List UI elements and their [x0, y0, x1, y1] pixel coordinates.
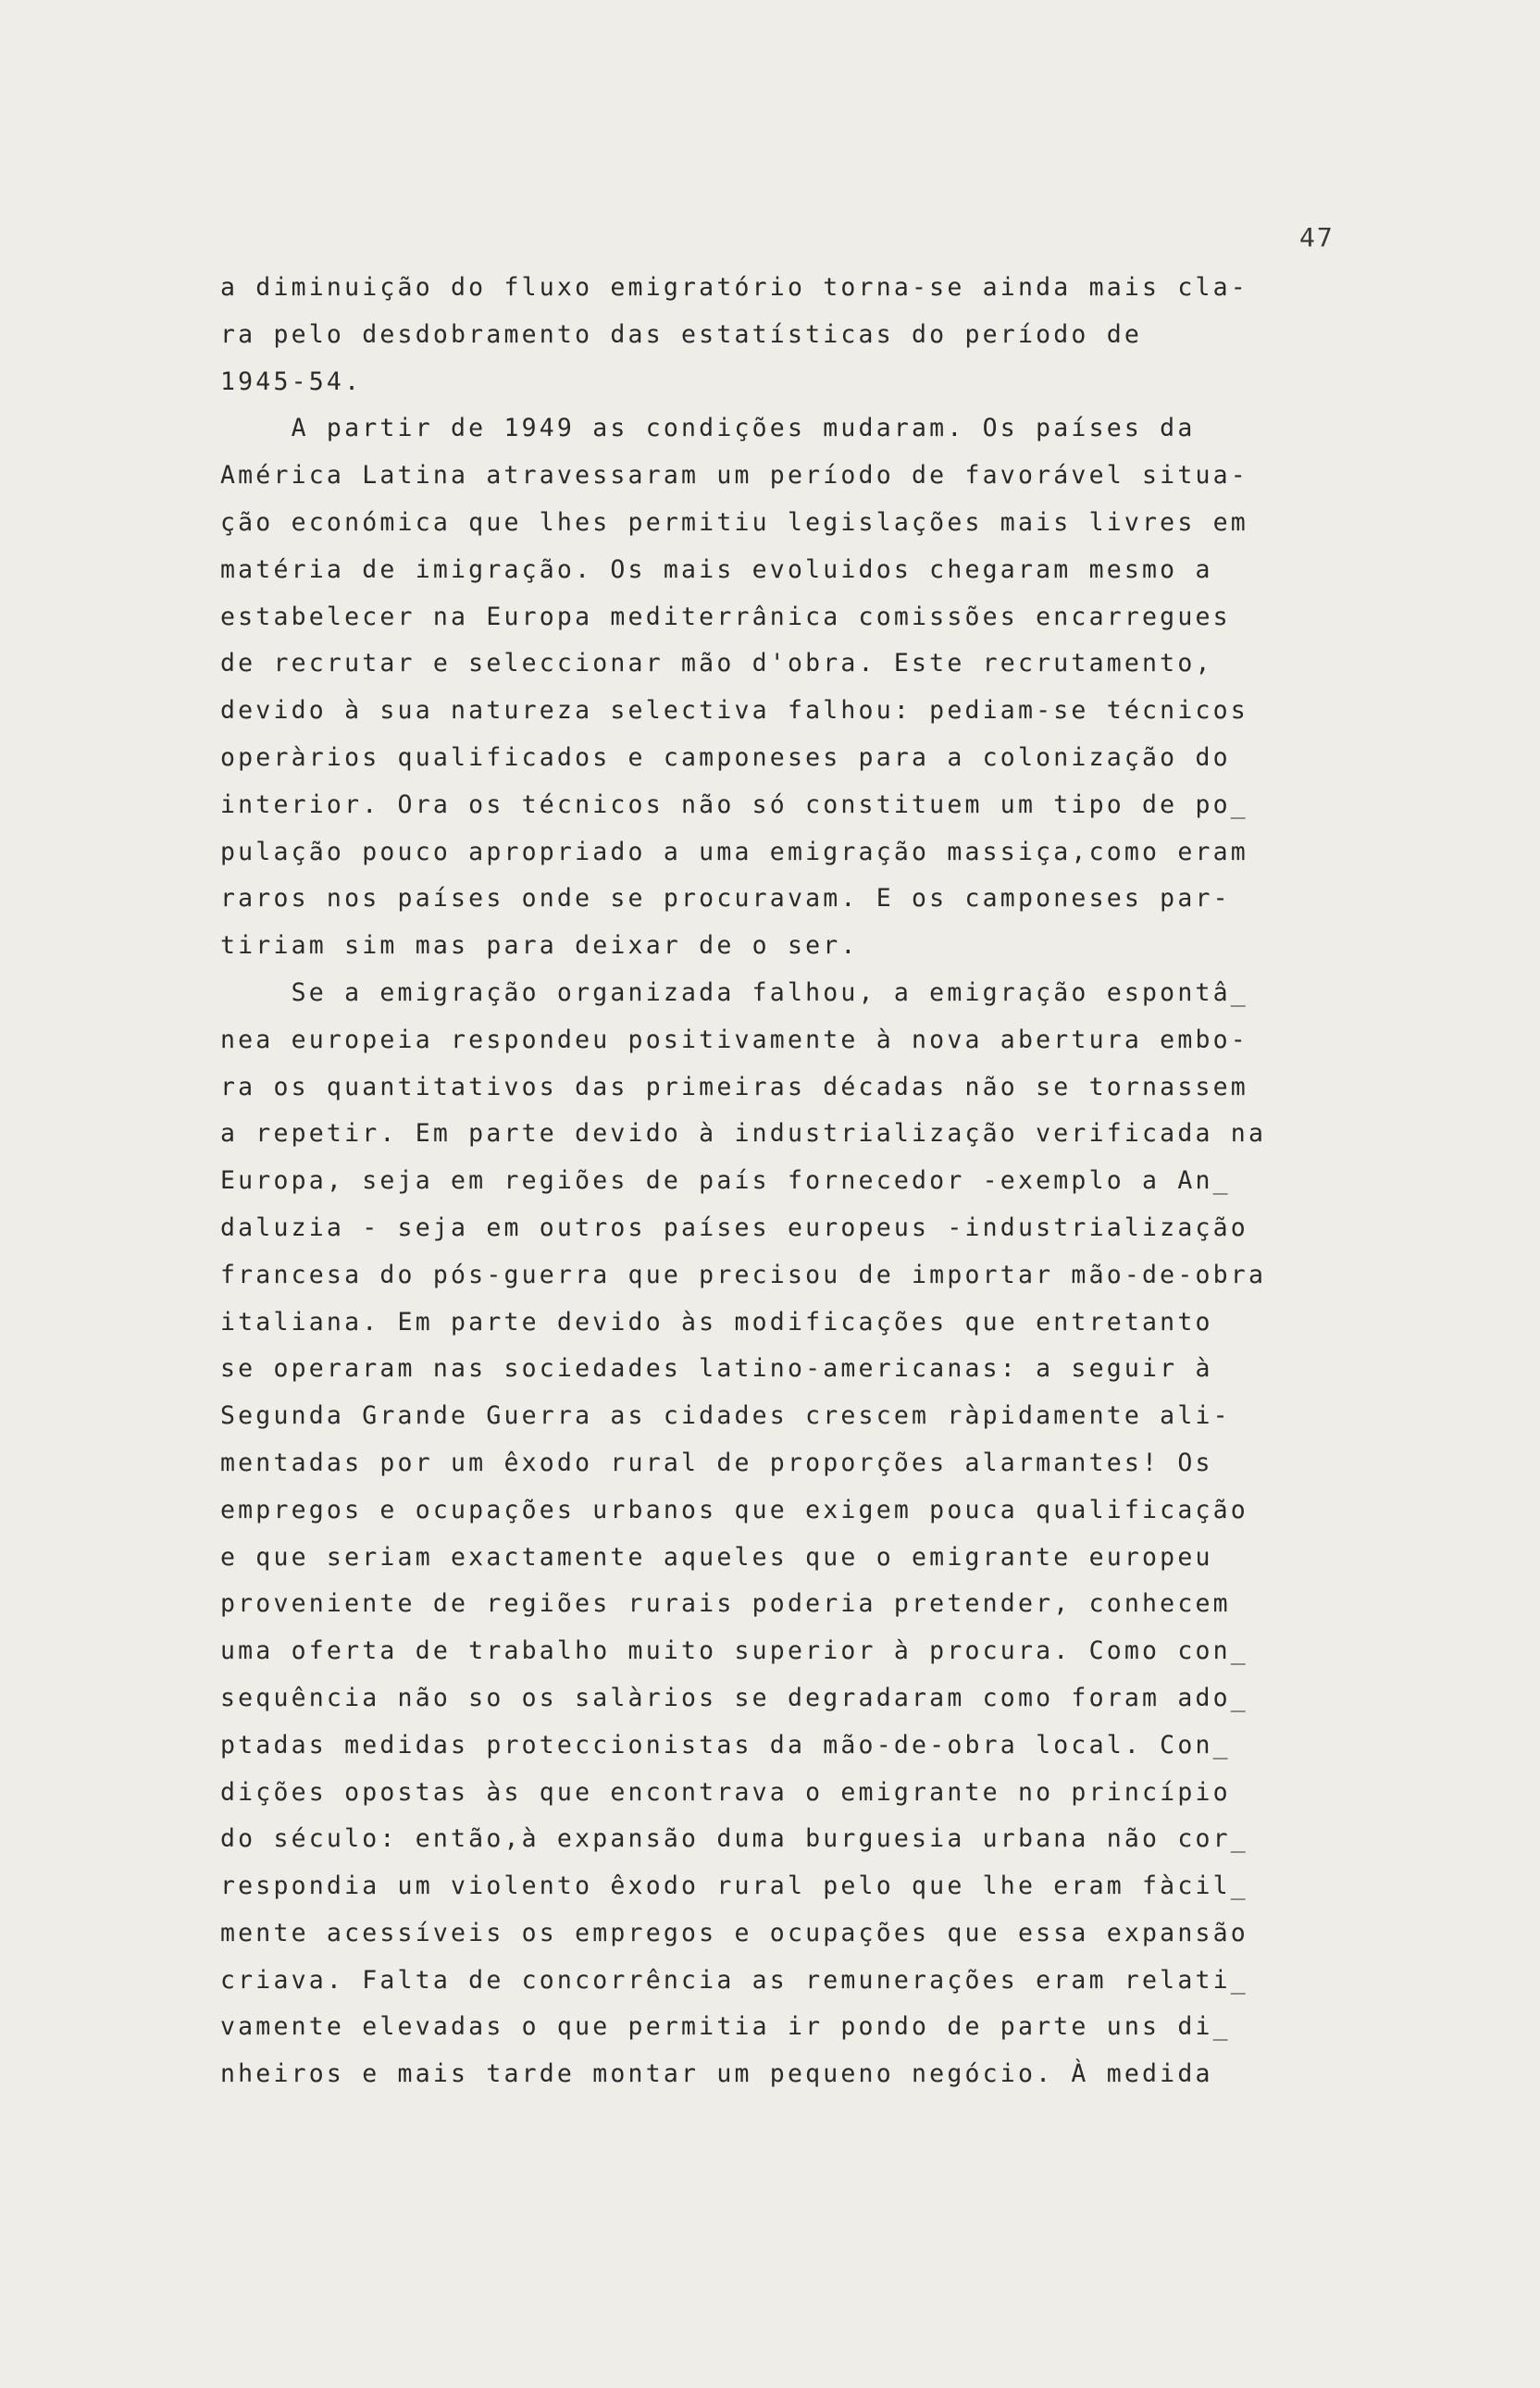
text-line: mentadas por um êxodo rural de proporções alarmantes! Os: [220, 1448, 1213, 1477]
text-line: operàrios qualificados e camponeses para a colonização do: [220, 742, 1231, 772]
text-line: vamente elevadas o que permitia ir pondo de parte uns di_: [220, 2012, 1231, 2042]
text-line: empregos e ocupações urbanos que exigem pouca qualificação: [220, 1495, 1248, 1524]
text-line: se operaram nas sociedades latino-americanas: a seguir à: [220, 1354, 1213, 1384]
text-line: ra pelo desdobramento das estatísticas do período de: [220, 319, 1143, 349]
text-line: tiriam sim mas para deixar de o ser.: [220, 931, 859, 961]
text-line: A partir de 1949 as condições mudaram. Os países da: [220, 414, 1196, 443]
text-line: sequência não so os salàrios se degradaram como foram ado_: [220, 1683, 1248, 1712]
text-line: América Latina atravessaram um período de favorável situa-: [220, 461, 1248, 491]
text-line: nheiros e mais tarde montar um pequeno negócio. À medida: [220, 2059, 1213, 2089]
text-line: estabelecer na Europa mediterrânica comissões encarregues: [220, 602, 1231, 631]
text-line: respondia um violento êxodo rural pelo que lhe eram fàcil_: [220, 1872, 1248, 1901]
text-line: raros nos países onde se procuravam. E os camponeses par-: [220, 884, 1231, 914]
text-line: dições opostas às que encontrava o emigrante no princípio: [220, 1777, 1231, 1807]
text-line: a diminuição do fluxo emigratório torna-se ainda mais cla-: [220, 273, 1248, 302]
text-line: a repetir. Em parte devido à industrialização verificada na: [220, 1119, 1267, 1149]
text-line: proveniente de regiões rurais poderia pretender, conhecem: [220, 1589, 1231, 1619]
text-line: de recrutar e seleccionar mão d'obra. Este recrutamento,: [220, 649, 1213, 678]
page-number: 47: [1299, 222, 1335, 253]
text-line: pulação pouco apropriado a uma emigração massiça,como eram: [220, 837, 1248, 866]
text-line: Se a emigração organizada falhou, a emigração espontâ_: [220, 977, 1248, 1007]
text-line: devido à sua natureza selectiva falhou: pediam-se técnicos: [220, 696, 1248, 726]
body-text: [220, 265, 1359, 2098]
text-line: Europa, seja em regiões de país fornecedor -exemplo a An_: [220, 1166, 1231, 1196]
text-line: daluzia - seja em outros países europeus -industrialização: [220, 1213, 1248, 1242]
text-line: ção económica que lhes permitiu legislações mais livres em: [220, 507, 1248, 537]
text-line: nea europeia respondeu positivamente à nova abertura embo-: [220, 1025, 1248, 1054]
text-line: ra os quantitativos das primeiras décadas não se tornassem: [220, 1072, 1248, 1101]
text-line: uma oferta de trabalho muito superior à procura. Como con_: [220, 1636, 1248, 1666]
text-line: francesa do pós-guerra que precisou de importar mão-de-obra: [220, 1260, 1267, 1289]
text-line: Segunda Grande Guerra as cidades crescem ràpidamente ali-: [220, 1401, 1231, 1431]
text-line: criava. Falta de concorrência as remunerações eram relati_: [220, 1965, 1248, 1995]
text-line: 1945-54.: [220, 367, 363, 396]
text-line: italiana. Em parte devido às modificações que entretanto: [220, 1307, 1213, 1337]
text-line: matéria de imigração. Os mais evoluidos chegaram mesmo a: [220, 554, 1213, 584]
text-line: interior. Ora os técnicos não só constituem um tipo de po_: [220, 790, 1248, 819]
text-line: e que seriam exactamente aqueles que o emigrante europeu: [220, 1542, 1213, 1572]
text-line: mente acessíveis os empregos e ocupações que essa expansão: [220, 1918, 1248, 1947]
text-line: do século: então,à expansão duma burguesia urbana não cor_: [220, 1824, 1248, 1854]
text-line: ptadas medidas proteccionistas da mão-de-obra local. Con_: [220, 1730, 1231, 1760]
